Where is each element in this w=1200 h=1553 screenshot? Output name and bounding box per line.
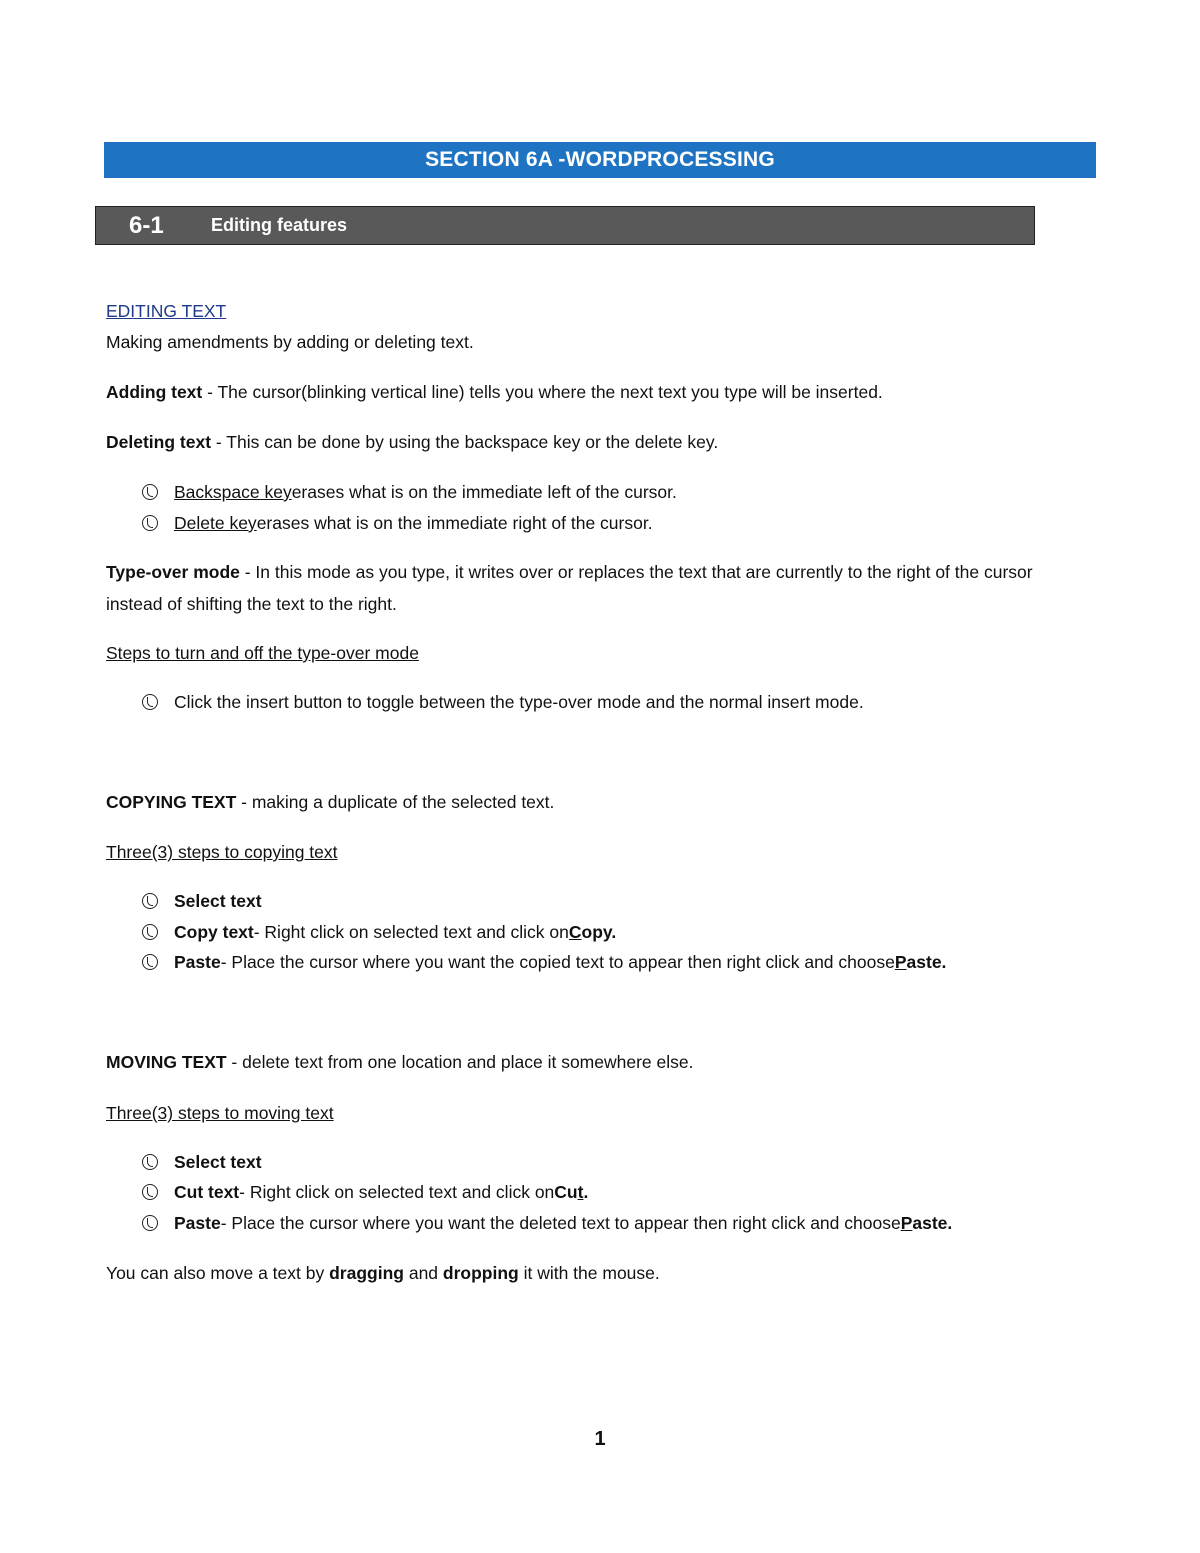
typeover-steps-heading: Steps to turn and off the type-over mode [106,643,419,663]
editing-heading: EDITING TEXT [106,301,227,321]
adding-text-paragraph: Adding text - The cursor(blinking vertical line) tells you where the next text you type will be inserted. [106,382,883,402]
globe-bullet-icon [142,694,158,710]
subsection-bar [95,206,1035,245]
editing-intro: Making amendments by adding or deleting text. [106,332,474,352]
list-item: Cut text - Right click on selected text and click on Cut. [142,1181,588,1203]
section-title: SECTION 6A -WORDPROCESSING [425,148,775,171]
copying-steps-heading: Three(3) steps to copying text [106,842,338,862]
globe-bullet-icon [142,1215,158,1231]
list-item: Click the insert button to toggle between the type-over mode and the normal insert mode. [142,691,864,713]
list-item: Backspace key erases what is on the immediate left of the cursor. [142,481,677,503]
subsection-title: Editing features [211,215,348,235]
typeover-paragraph: Type-over mode - In this mode as you type, it writes over or replaces the text that are currently to the right of the cursor instead of shifting the text to the right. [106,562,1033,614]
globe-bullet-icon [142,1154,158,1170]
page-number: 1 [594,1428,606,1450]
globe-bullet-icon [142,924,158,940]
list-item: Delete key erases what is on the immediate right of the cursor. [142,512,653,534]
section-banner [104,142,1096,178]
globe-bullet-icon [142,1184,158,1200]
list-item: Copy text - Right click on selected text and click on Copy. [142,921,616,943]
list-item: Paste - Place the cursor where you want the copied text to appear then right click and choose Paste. [142,951,946,973]
globe-bullet-icon [142,893,158,909]
list-item: Select text [142,1151,262,1173]
list-item: Select text [142,890,262,912]
deleting-text-paragraph: Deleting text - This can be done by using the backspace key or the delete key. [106,432,719,452]
globe-bullet-icon [142,484,158,500]
copying-paragraph: COPYING TEXT - making a duplicate of the selected text. [106,792,555,812]
moving-paragraph: MOVING TEXT - delete text from one location and place it somewhere else. [106,1052,694,1072]
globe-bullet-icon [142,954,158,970]
subsection-number: 6-1 [129,211,164,239]
moving-steps-heading: Three(3) steps to moving text [106,1103,334,1123]
list-item: Paste - Place the cursor where you want the deleted text to appear then right click and choose Paste. [142,1212,952,1234]
closing-paragraph: You can also move a text by dragging and dropping it with the mouse. [106,1263,660,1283]
globe-bullet-icon [142,515,158,531]
